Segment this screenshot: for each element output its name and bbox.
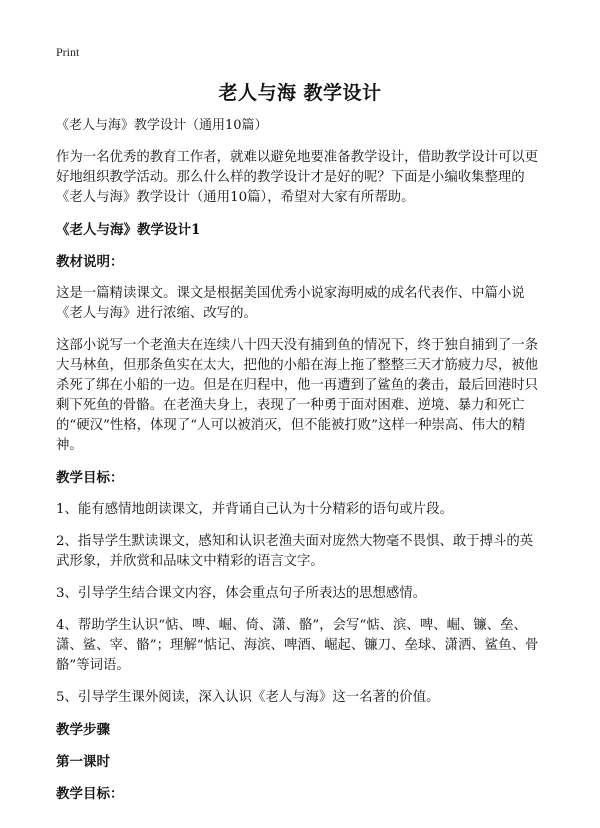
intro-paragraph: 作为一名优秀的教育工作者，就难以避免地要准备教学设计，借助教学设计可以更好地组织教学活动。那么什么样的教学设计才是好的呢？下面是小编收集整理的《老人与海》教学设计（通用10篇），希望对大家有所帮助。 xyxy=(56,150,539,205)
print-link[interactable]: Print xyxy=(56,45,80,59)
objective-item: 1、能有感情地朗读课文，并背诵自己认为十分精彩的语句或片段。 xyxy=(56,502,453,517)
document-body xyxy=(56,116,544,816)
page-title: 老人与海 教学设计 xyxy=(218,82,382,104)
objective-item: 3、引导学生结合课文内容，体会重点句子所表达的思想感情。 xyxy=(56,586,427,601)
material-paragraph-1: 这是一篇精读课文。课文是根据美国优秀小说家海明威的成名代表作、中篇小说《老人与海》进行浓缩、改写的。 xyxy=(56,286,525,321)
objectives-heading: 教学目标： xyxy=(56,470,124,486)
objective-item: 4、帮助学生认识“惦、啤、崛、倚、潇、骼”，会写“惦、滨、啤、崛、镰、垒、潇、鲨、宰、骼”；理解“惦记、海滨、啤酒、崛起、镰刀、垒球、潇洒、鲨鱼、骨骼”等词语。 xyxy=(56,618,539,673)
steps-heading: 教学步骤 xyxy=(56,722,110,738)
material-heading: 教材说明： xyxy=(56,254,124,270)
section-title: 《老人与海》教学设计1 xyxy=(56,222,201,238)
objective-item: 2、指导学生默读课文，感知和认识老渔夫面对庞然大物毫不畏惧、敢于搏斗的英武形象，并欣赏和品味文中精彩的语言文字。 xyxy=(56,534,534,569)
objectives-heading-2: 教学目标： xyxy=(56,786,124,802)
material-paragraph-2: 这部小说写一个老渔夫在连续八十四天没有捕到鱼的情况下，终于独自捕到了一条大马林鱼，但那条鱼实在太大，把他的小船在海上拖了整整三天才筋疲力尽，被他杀死了绑在小船的一边。但是在归程中，他一再遭到了鲨鱼的袭击，最后回港时只剩下死鱼的骨骼。在老渔夫身上，表现了一种勇于面对困难、逆境、暴力和死亡的“硬汉”性格，体现了“人可以被消灭，但不能被打败”这样一种崇高、伟大的精神。 xyxy=(56,338,539,453)
lesson-heading: 第一课时 xyxy=(56,754,110,770)
objective-item: 5、引导学生课外阅读，深入认识《老人与海》这一名著的价值。 xyxy=(56,690,440,705)
subtitle: 《老人与海》教学设计（通用10篇） xyxy=(56,118,268,133)
